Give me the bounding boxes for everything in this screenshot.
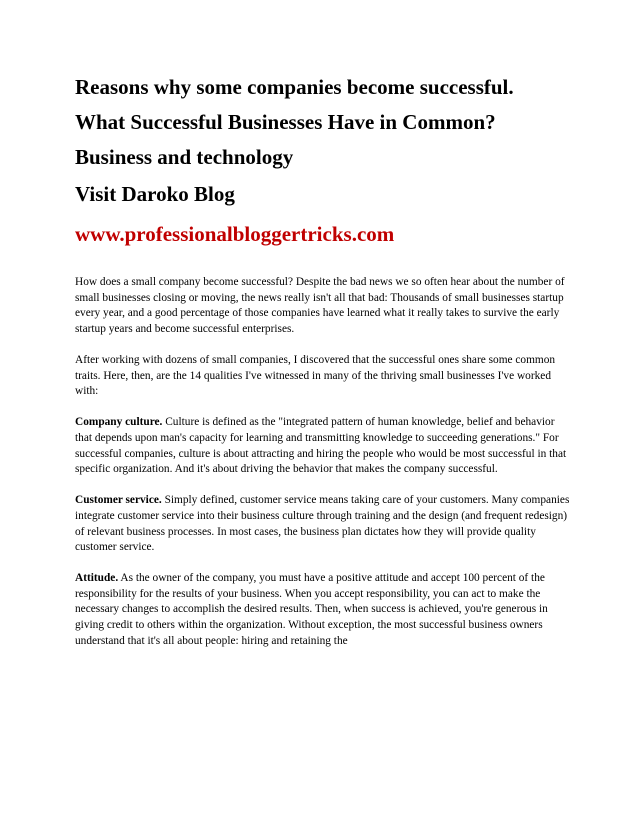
quality-company-culture [75, 415, 573, 477]
quality-term: Company culture. [75, 416, 163, 429]
heading-business-technology: Business and technology [75, 145, 294, 169]
traits-paragraph: After working with dozens of small companies, I discovered that the successful ones share some common traits. Here, then, are the 14 qualities I've witnessed in many of the thriving small businesses I've worked with: [75, 353, 556, 398]
quality-term: Customer service. [75, 494, 162, 507]
heading-successful-businesses: What Successful Businesses Have in Common? [75, 110, 496, 134]
intro-paragraph: How does a small company become successful? Despite the bad news we so often hear about the number of small businesses closing or moving, the news really isn't all that bad: Thousands of small businesses startup every year, and a good percentage of those companies have learned what it really takes to survive the early startup years and become successful enterprises. [75, 276, 565, 335]
quality-term: Attitude. [75, 572, 119, 585]
document-page [75, 74, 573, 665]
heading-visit-blog: Visit Daroko Blog [75, 182, 235, 206]
quality-text: Simply defined, customer service means taking care of your customers. Many companies integrate customer service into their business culture through training and the design (and frequent redesign) of relevant business processes. In most cases, the business plan dictates how they will provide quality customer service. [75, 494, 570, 554]
quality-attitude [75, 571, 573, 649]
blog-url-link[interactable]: www.professionalbloggertricks.com [75, 222, 395, 246]
heading-reasons: Reasons why some companies become successful. [75, 75, 514, 99]
quality-customer-service [75, 493, 573, 555]
quality-text: As the owner of the company, you must have a positive attitude and accept 100 percent of the responsibility for the results of your business. When you accept responsibility, you can act to make the necessary changes to accomplish the desired results. Then, when success is achieved, you're generous in giving credit to others within the organization. Without exception, the most successful business owners understand that it's all about people: hiring and retaining the [75, 572, 548, 647]
quality-text: Culture is defined as the "integrated pattern of human knowledge, belief and behavior that depends upon man's capacity for learning and transmitting knowledge to succeeding generations." For successful companies, culture is about attracting and hiring the people who would be most successful in that specific organization. And it's about driving the behavior that makes the company successful. [75, 416, 567, 476]
